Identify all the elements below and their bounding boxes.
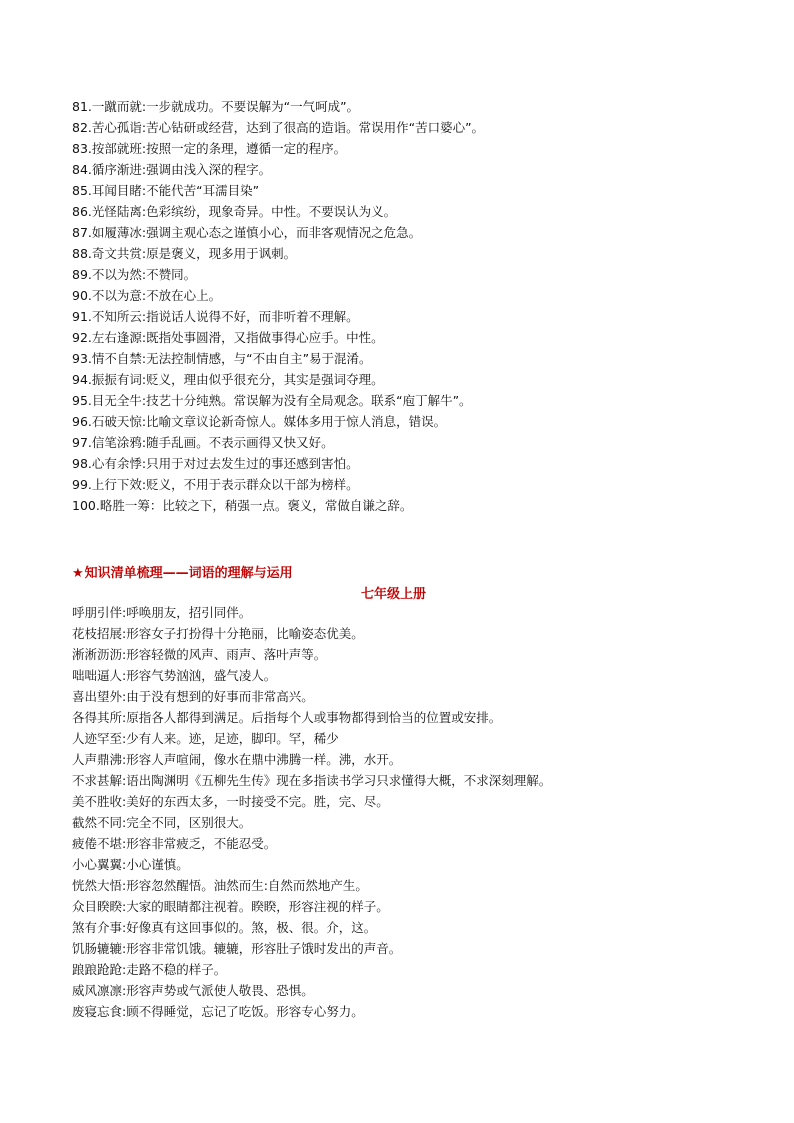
list-item: 人声鼎沸:形容人声喧闹，像水在鼎中沸腾一样。沸，水开。 [72,752,402,767]
idiom-list-81-100 [72,96,732,516]
list-item: 淅淅沥沥:形容轻微的风声、雨声、落叶声等。 [72,647,327,662]
list-item: 咄咄逼人:形容气势汹汹，盛气凌人。 [72,668,277,683]
list-item: 83.按部就班:按照一定的条理，遵循一定的程序。 [72,141,347,156]
list-item: 90.不以为意:不放在心上。 [72,288,222,303]
list-item: 84.循序渐进:强调由浅入深的程字。 [72,162,272,177]
list-item: 95.目无全牛:技艺十分纯熟。常误解为没有全局观念。联系“庖丁解牛”。 [72,393,472,408]
list-item: 85.耳闻目睹:不能代苦“耳濡目染” [72,183,260,198]
list-item: 82.苦心孤诣:苦心钻研或经营，达到了很高的造诣。常误用作“苦口婆心”。 [72,120,485,135]
list-item: 踉踉跄跄:走路不稳的样子。 [72,962,227,977]
list-item: 88.奇文共赏:原是褒义，现多用于讽刺。 [72,246,297,261]
grade-title: 七年级上册 [361,587,427,602]
list-item: 94.振振有词:贬义，理由似乎很充分，其实是强词夺理。 [72,372,384,387]
list-item: 饥肠辘辘:形容非常饥饿。辘辘，形容肚子饿时发出的声音。 [72,941,402,956]
list-item: 97.信笔涂鸦:随手乱画。不表示画得又快又好。 [72,435,334,450]
list-item: 各得其所:原指各人都得到满足。后指每个人或事物都得到恰当的位置或安排。 [72,710,502,725]
list-item: 煞有介事:好像真有这回事似的。煞，极、很。介，这。 [72,920,377,935]
list-item: 93.情不自禁:无法控制情感，与“不由自主”易于混淆。 [72,351,372,366]
list-item: 废寝忘食:顾不得睡觉，忘记了吃饭。形容专心努力。 [72,1004,364,1019]
list-item: 威风凛凛:形容声势或气派使人敬畏、恐惧。 [72,983,314,998]
list-item: 89.不以为然:不赞同。 [72,267,197,282]
section-heading [72,562,293,581]
list-item: 花枝招展:形容女子打扮得十分艳丽，比喻姿态优美。 [72,626,364,641]
list-item: 美不胜收:美好的东西太多，一时接受不完。胜，完、尽。 [72,794,389,809]
list-item: 小心翼翼:小心谨慎。 [72,857,189,872]
list-item: 99.上行下效:贬义，不用于表示群众以干部为榜样。 [72,477,359,492]
section-heading-text: 知识清单梳理——词语的理解与运用 [84,566,293,581]
list-item: 98.心有余悸:只用于对过去发生过的事还感到害怕。 [72,456,359,471]
list-item: 96.石破天惊:比喻文章议论新奇惊人。媒体多用于惊人消息，错误。 [72,414,447,429]
list-item: 87.如履薄冰:强调主观心态之谨慎小心，而非客观情况之危急。 [72,225,422,240]
star-icon: ★ [72,566,84,581]
list-item: 81.一蹴而就:一步就成功。不要误解为“一气呵成”。 [72,99,360,114]
list-item: 92.左右逢源:既指处事圆滑，又指做事得心应手。中性。 [72,330,384,345]
list-item: 呼朋引伴:呼唤朋友，招引同伴。 [72,605,252,620]
list-item: 86.光怪陆离:色彩缤纷，现象奇异。中性。不要误认为义。 [72,204,397,219]
list-item: 不求甚解:语出陶渊明《五柳先生传》现在多指读书学习只求懂得大概，不求深刻理解。 [72,773,552,788]
list-item: 恍然大悟:形容忽然醒悟。油然而生:自然而然地产生。 [72,878,368,893]
list-item: 100.略胜一筹：比较之下，稍强一点。褒义，常做自谦之辞。 [72,498,413,513]
list-item: 众目睽睽:大家的眼睛都注视着。睽睽，形容注视的样子。 [72,899,389,914]
list-item: 91.不知所云:指说话人说得不好，而非听着不理解。 [72,309,359,324]
list-item: 喜出望外:由于没有想到的好事而非常高兴。 [72,689,314,704]
list-item: 截然不同:完全不同，区别很大。 [72,815,252,830]
list-item: 疲倦不堪:形容非常疲乏，不能忍受。 [72,836,277,851]
grade7-idiom-list [72,602,752,1022]
list-item: 人迹罕至:少有人来。迹，足迹，脚印。罕，稀少 [72,731,339,746]
